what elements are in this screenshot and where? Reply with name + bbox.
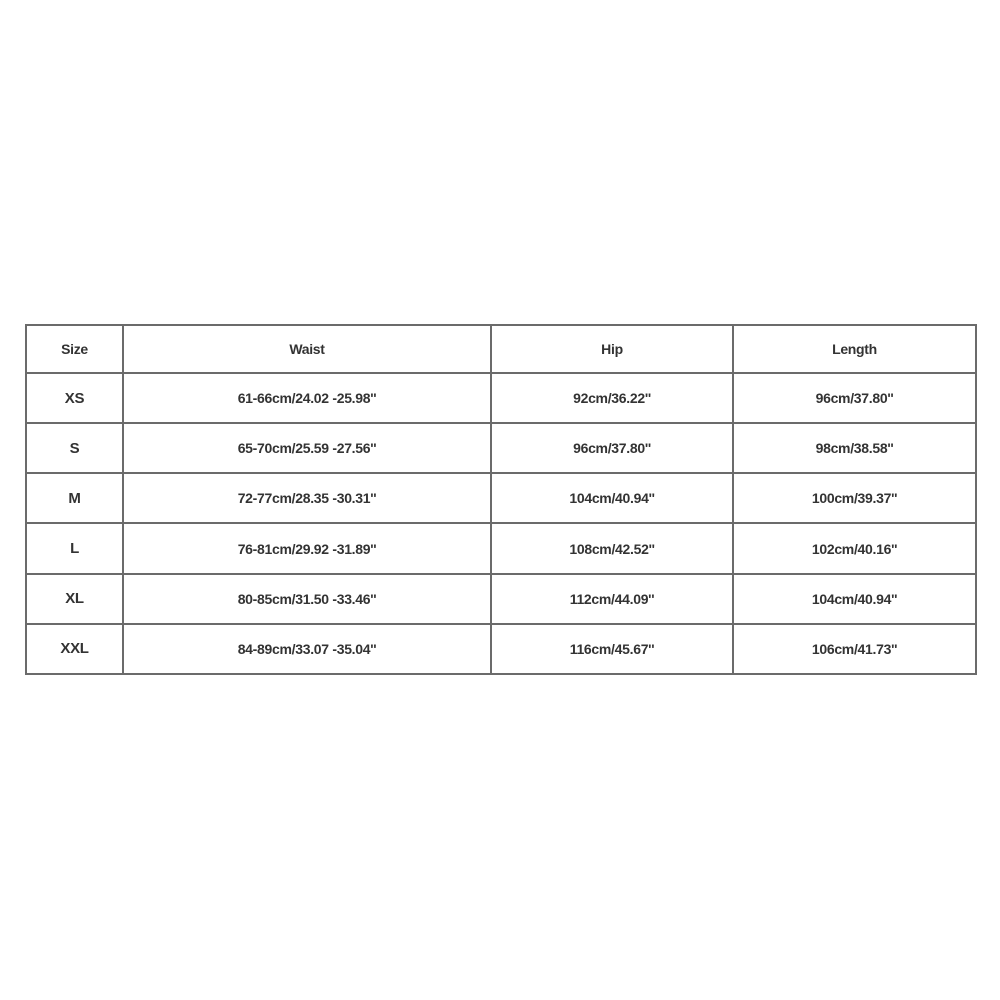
waist-cell: 61-66cm/24.02 -25.98'' bbox=[123, 373, 491, 423]
size-cell: M bbox=[26, 473, 123, 523]
header-length: Length bbox=[733, 325, 976, 373]
size-cell: S bbox=[26, 423, 123, 473]
table-row bbox=[26, 423, 976, 473]
waist-cell: 72-77cm/28.35 -30.31'' bbox=[123, 473, 491, 523]
length-cell: 102cm/40.16'' bbox=[733, 523, 976, 573]
size-chart-table bbox=[25, 324, 977, 675]
header-waist: Waist bbox=[123, 325, 491, 373]
hip-cell: 108cm/42.52'' bbox=[491, 523, 733, 573]
table-row bbox=[26, 523, 976, 573]
size-cell: XXL bbox=[26, 624, 123, 674]
table-row bbox=[26, 574, 976, 624]
length-cell: 96cm/37.80'' bbox=[733, 373, 976, 423]
table-row bbox=[26, 624, 976, 674]
hip-cell: 104cm/40.94'' bbox=[491, 473, 733, 523]
length-cell: 100cm/39.37'' bbox=[733, 473, 976, 523]
hip-cell: 92cm/36.22'' bbox=[491, 373, 733, 423]
length-cell: 104cm/40.94'' bbox=[733, 574, 976, 624]
table-row bbox=[26, 373, 976, 423]
header-hip: Hip bbox=[491, 325, 733, 373]
size-cell: XL bbox=[26, 574, 123, 624]
table-header-row bbox=[26, 325, 976, 373]
hip-cell: 116cm/45.67'' bbox=[491, 624, 733, 674]
hip-cell: 96cm/37.80'' bbox=[491, 423, 733, 473]
waist-cell: 84-89cm/33.07 -35.04'' bbox=[123, 624, 491, 674]
size-cell: L bbox=[26, 523, 123, 573]
length-cell: 98cm/38.58'' bbox=[733, 423, 976, 473]
length-cell: 106cm/41.73'' bbox=[733, 624, 976, 674]
header-size: Size bbox=[26, 325, 123, 373]
hip-cell: 112cm/44.09'' bbox=[491, 574, 733, 624]
size-cell: XS bbox=[26, 373, 123, 423]
waist-cell: 80-85cm/31.50 -33.46'' bbox=[123, 574, 491, 624]
waist-cell: 65-70cm/25.59 -27.56'' bbox=[123, 423, 491, 473]
table-row bbox=[26, 473, 976, 523]
waist-cell: 76-81cm/29.92 -31.89'' bbox=[123, 523, 491, 573]
